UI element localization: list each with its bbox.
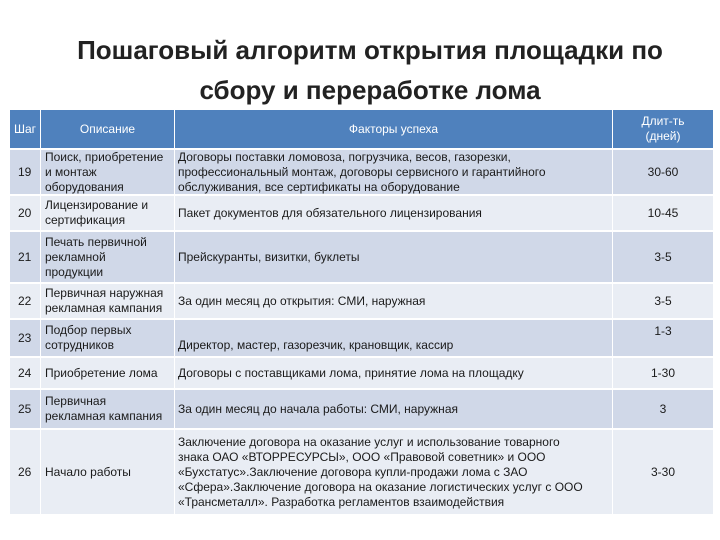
step-description: Первичная рекламная кампания [41,390,174,428]
step-duration: 3-5 [613,232,713,282]
step-number: 26 [10,430,40,514]
step-duration: 30-60 [613,150,713,194]
step-duration: 3-30 [613,430,713,514]
header-description: Описание [41,110,174,148]
step-factors: За один месяц до открытия: СМИ, наружная [175,284,612,318]
step-description: Поиск, приобретение и монтаж оборудования [41,150,174,194]
step-description: Печать первичной рекламной продукции [41,232,174,282]
step-factors: Пакет документов для обязательного лицензирования [175,196,612,230]
step-factors: Прейскуранты, визитки, буклеты [175,232,612,282]
header-duration-line-2: (дней) [645,129,681,143]
step-description: Подбор первых сотрудников [41,320,174,356]
step-description: Приобретение лома [41,358,174,388]
step-duration: 10-45 [613,196,713,230]
step-number: 22 [10,284,40,318]
step-description: Лицензирование и сертификация [41,196,174,230]
steps-table [10,110,710,514]
title-line-1: Пошаговый алгоритм открытия площадки по [77,35,663,65]
header-step: Шаг [10,110,40,148]
step-number: 19 [10,150,40,194]
step-number: 21 [10,232,40,282]
step-number: 24 [10,358,40,388]
page-title [40,30,700,110]
step-duration: 1-30 [613,358,713,388]
header-duration [613,110,713,148]
title-line-2: сбору и переработке лома [199,75,541,105]
step-description: Первичная наружная рекламная кампания [41,284,174,318]
step-number: 20 [10,196,40,230]
step-duration: 1-3 [613,320,713,356]
header-factors: Факторы успеха [175,110,612,148]
step-factors: За один месяц до начала работы: СМИ, наружная [175,390,612,428]
step-factors: Договоры с поставщиками лома, принятие лома на площадку [175,358,612,388]
step-description: Начало работы [41,430,174,514]
step-number: 25 [10,390,40,428]
step-duration: 3-5 [613,284,713,318]
step-factors: Директор, мастер, газорезчик, крановщик, кассир [175,320,612,356]
step-duration: 3 [613,390,713,428]
header-duration-line-1: Длит-ть [641,114,685,128]
step-factors: Договоры поставки ломовоза, погрузчика, весов, газорезки, профессиональный монтаж, договоры сервисного и гарантийного обслуживания, все сертификаты на оборудование [175,150,612,194]
step-number: 23 [10,320,40,356]
step-factors: Заключение договора на оказание услуг и использование товарного знака ОАО «ВТОРРЕСУРСЫ», ООО «Правовой советник» и ООО «Бухстатус».Заключение договора купли-продажи лома с ЗАО «Сфера».Заключение договора на оказание логистических услуг с ООО «Трансметалл». Разработка регламентов взаимодействия [175,430,612,514]
